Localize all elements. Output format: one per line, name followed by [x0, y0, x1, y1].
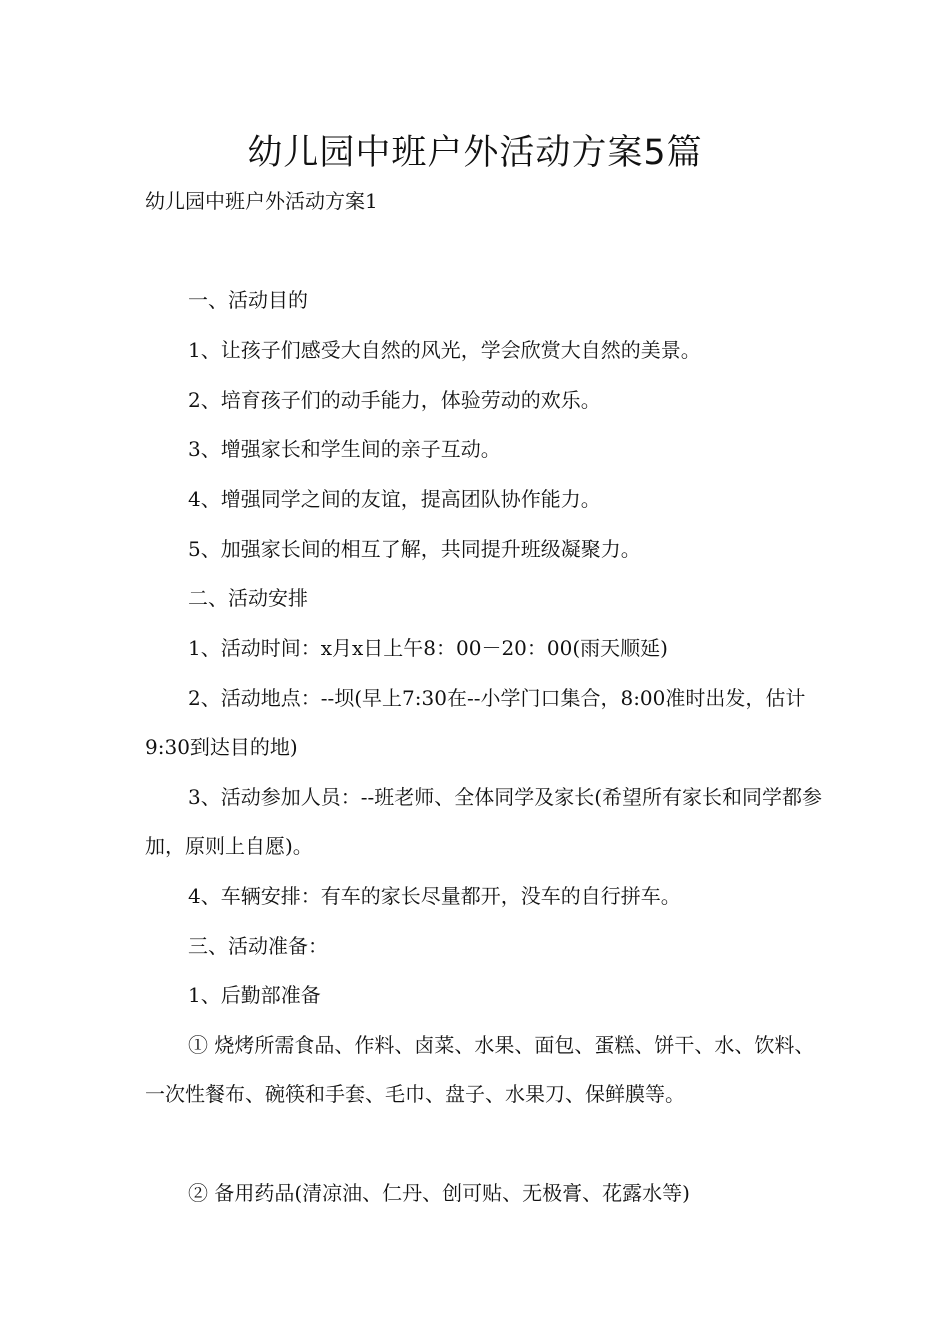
- arrangement-item-3: 3、活动参加人员：--班老师、全体同学及家长(希望所有家长和同学都参加，原则上自愿)。: [145, 785, 823, 858]
- purpose-item-2: 2、培育孩子们的动手能力，体验劳动的欢乐。: [188, 388, 601, 412]
- document-title: 幼儿园中班户外活动方案5篇: [247, 133, 703, 173]
- preparation-subitem-2: ② 备用药品(清凉油、仁丹、创可贴、无极膏、花露水等): [188, 1181, 690, 1205]
- section-heading-purpose: 一、活动目的: [188, 288, 308, 312]
- section-heading-preparation: 三、活动准备：: [188, 934, 328, 958]
- purpose-item-3: 3、增强家长和学生间的亲子互动。: [188, 437, 501, 461]
- preparation-subitem-1: ① 烧烤所需食品、作料、卤菜、水果、面包、蛋糕、饼干、水、饮料、一次性餐布、碗筷和手套、毛巾、盘子、水果刀、保鲜膜等。: [145, 1033, 815, 1106]
- purpose-item-1: 1、让孩子们感受大自然的风光，学会欣赏大自然的美景。: [188, 338, 701, 362]
- purpose-item-4: 4、增强同学之间的友谊，提高团队协作能力。: [188, 487, 601, 511]
- purpose-item-5: 5、加强家长间的相互了解，共同提升班级凝聚力。: [188, 537, 641, 561]
- document-subtitle: 幼儿园中班户外活动方案1: [145, 189, 378, 213]
- arrangement-item-4: 4、车辆安排：有车的家长尽量都开，没车的自行拼车。: [188, 884, 681, 908]
- arrangement-item-1: 1、活动时间：x月x日上午8：00－20：00(雨天顺延): [188, 636, 668, 660]
- preparation-item-1: 1、后勤部准备: [188, 983, 321, 1007]
- section-heading-arrangement: 二、活动安排: [188, 586, 308, 610]
- arrangement-item-2: 2、活动地点：--坝(早上7:30在--小学门口集合，8:00准时出发，估计9:30到达目的地): [145, 686, 806, 759]
